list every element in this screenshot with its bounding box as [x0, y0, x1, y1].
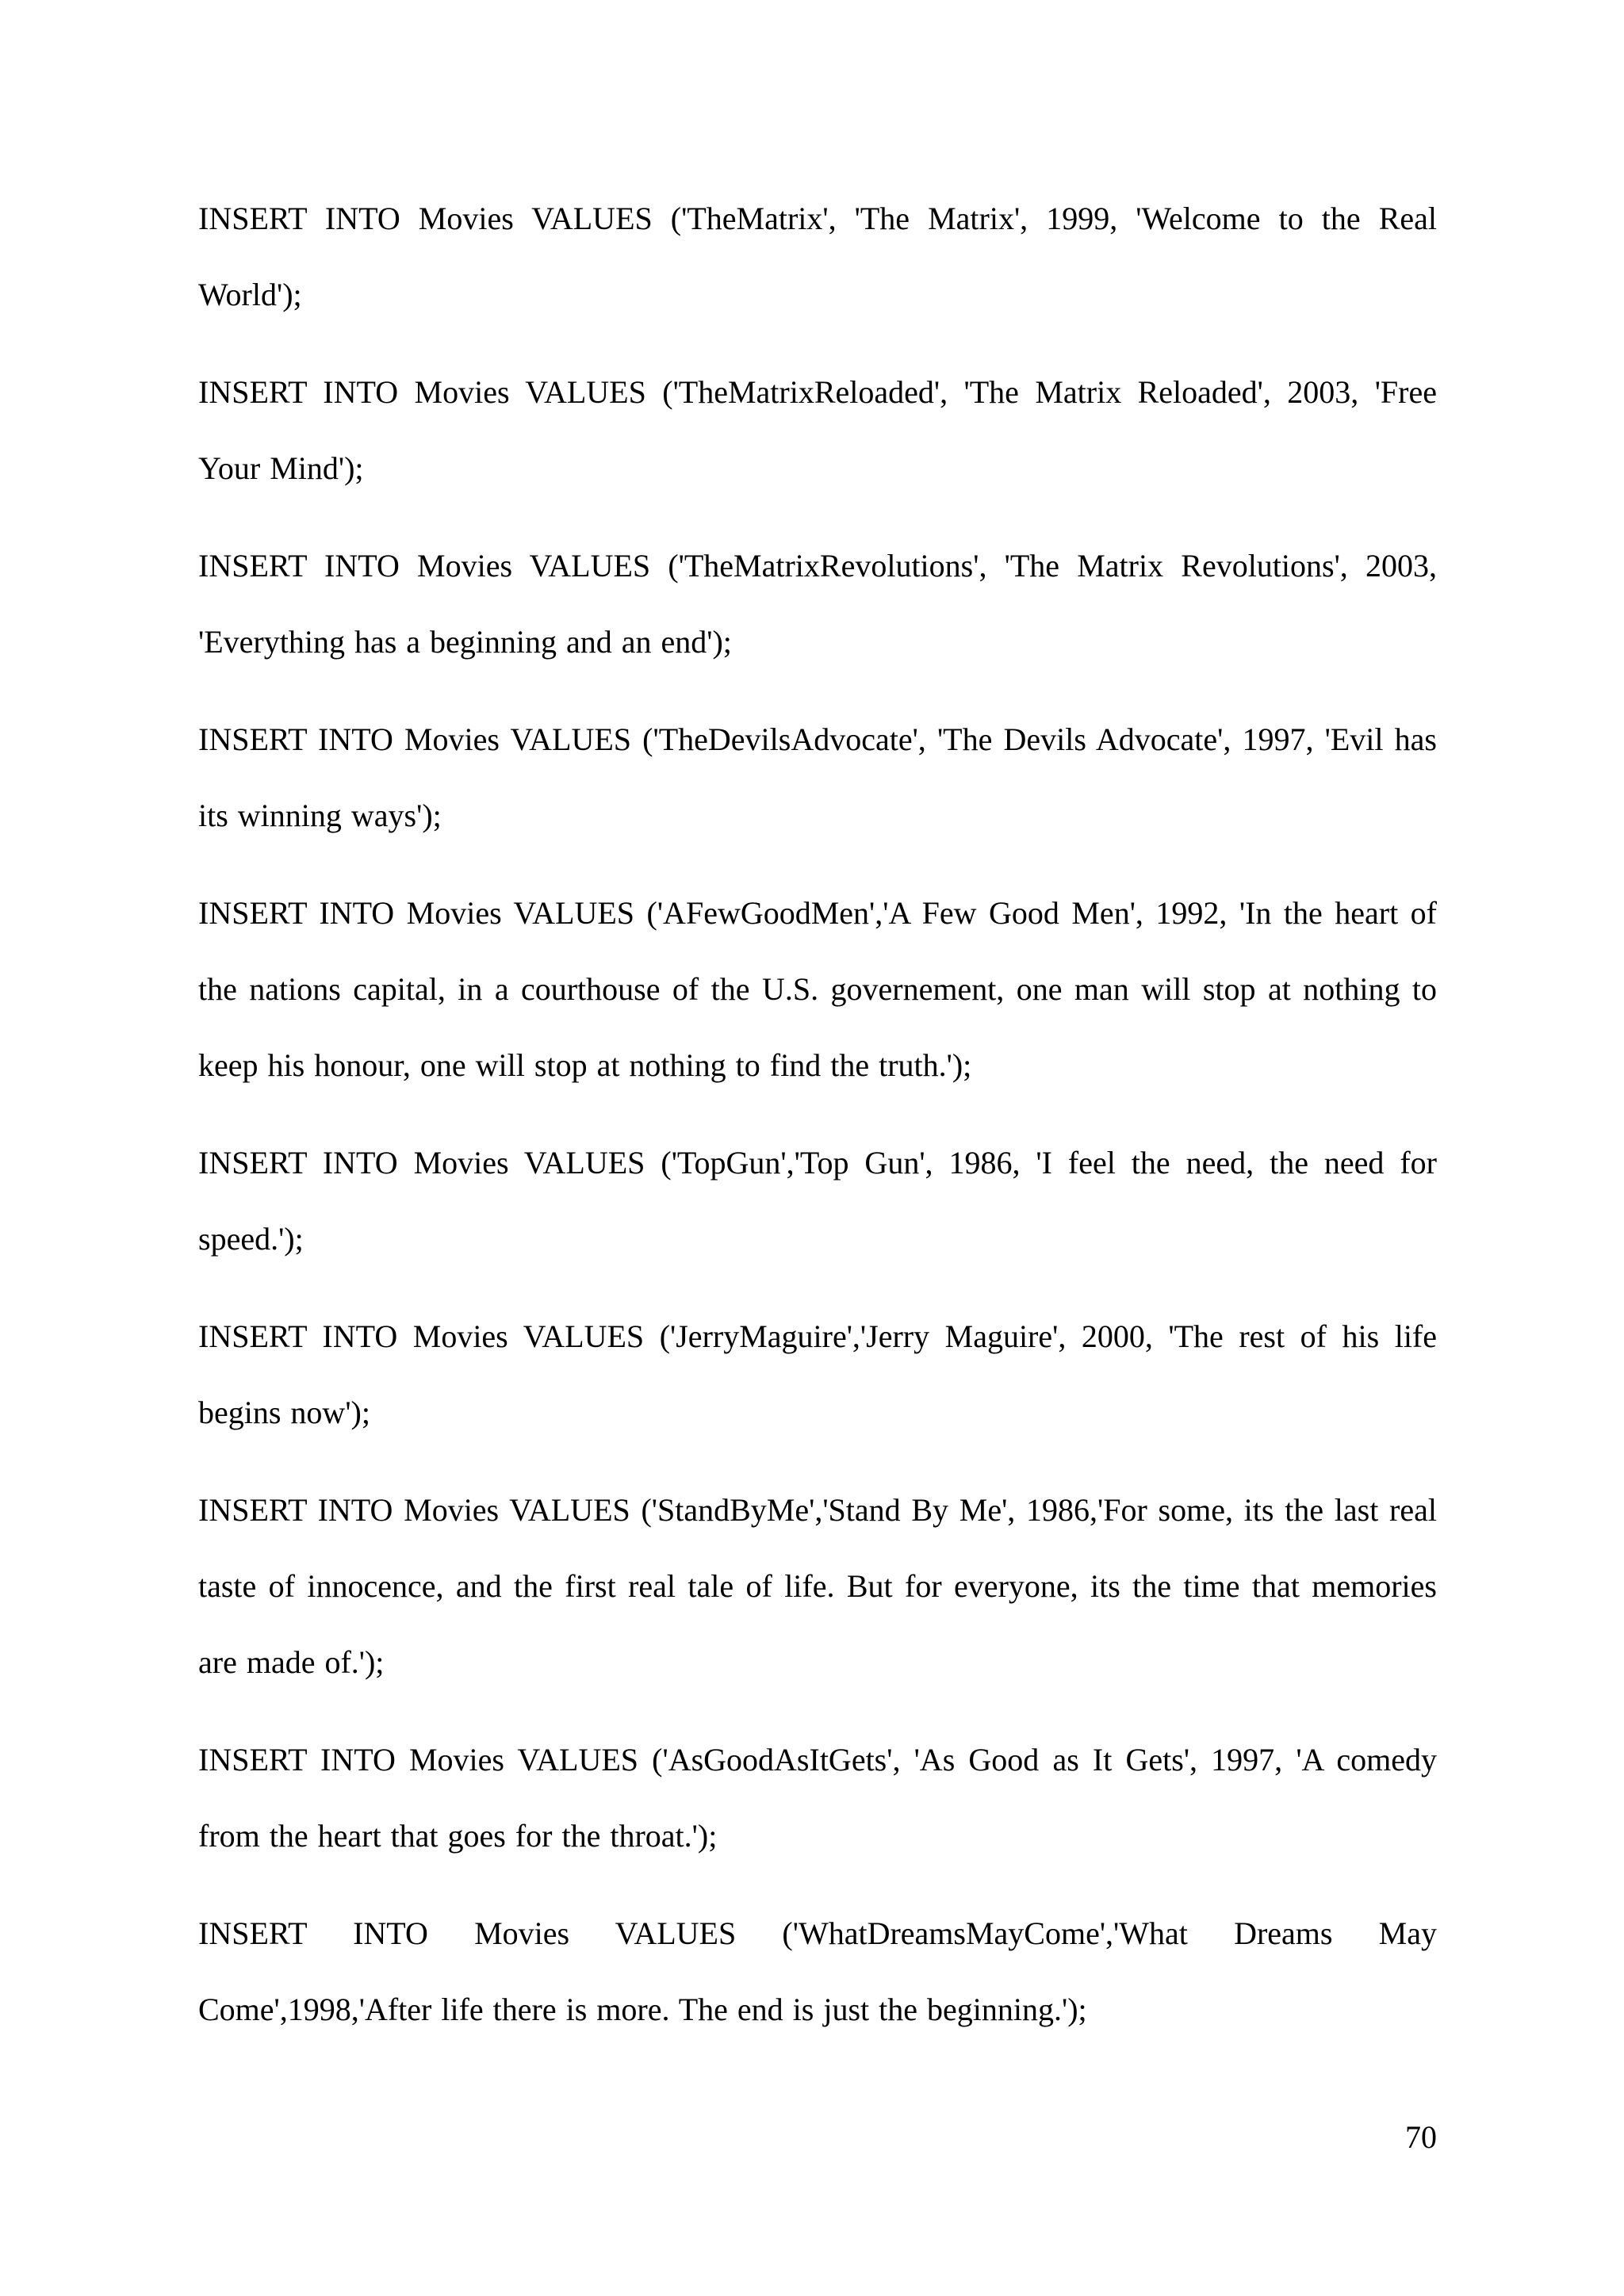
- page-number: 70: [1405, 2119, 1437, 2155]
- sql-statement-matrix: INSERT INTO Movies VALUES ('TheMatrix', 'The Matrix', 1999, 'Welcome to the Real World');: [198, 201, 1437, 312]
- sql-statement-matrix-reloaded: INSERT INTO Movies VALUES ('TheMatrixReloaded', 'The Matrix Reloaded', 2003, 'Free Your Mind');: [198, 374, 1437, 486]
- sql-statement-stand-by-me: INSERT INTO Movies VALUES ('StandByMe','Stand By Me', 1986,'For some, its the last real taste of innocence, and the first real tale of life. But for everyone, its the time that memories are made of.');: [198, 1492, 1437, 1680]
- sql-statement-matrix-revolutions: INSERT INTO Movies VALUES ('TheMatrixRevolutions', 'The Matrix Revolutions', 2003, 'Everything has a beginning and an end');: [198, 548, 1437, 660]
- sql-statement-top-gun: INSERT INTO Movies VALUES ('TopGun','Top Gun', 1986, 'I feel the need, the need for speed.');: [198, 1145, 1437, 1257]
- sql-statements: [198, 181, 1437, 2069]
- sql-statement-what-dreams-may-come: INSERT INTO Movies VALUES ('WhatDreamsMayCome','What Dreams May Come',1998,'After life there is more. The end is just the beginning.');: [198, 1915, 1437, 2027]
- sql-statement-as-good-as-it-gets: INSERT INTO Movies VALUES ('AsGoodAsItGets', 'As Good as It Gets', 1997, 'A comedy from the heart that goes for the throat.');: [198, 1742, 1437, 1854]
- sql-statement-devils-advocate: INSERT INTO Movies VALUES ('TheDevilsAdvocate', 'The Devils Advocate', 1997, 'Evil has its winning ways');: [198, 721, 1437, 833]
- sql-statement-jerry-maguire: INSERT INTO Movies VALUES ('JerryMaguire','Jerry Maguire', 2000, 'The rest of his life begins now');: [198, 1318, 1437, 1430]
- sql-statement-a-few-good-men: INSERT INTO Movies VALUES ('AFewGoodMen','A Few Good Men', 1992, 'In the heart of the nations capital, in a courthouse of the U.S. governement, one man will stop at nothing to keep his honour, one will stop at nothing to find the truth.');: [198, 895, 1437, 1083]
